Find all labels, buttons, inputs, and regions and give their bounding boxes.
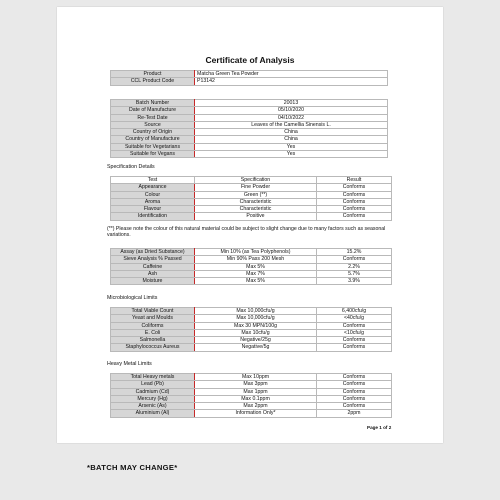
micro-heading: Microbiological Limits: [107, 295, 158, 301]
batch-table: [110, 99, 388, 158]
vegan-label: Suitable for Vegans: [111, 151, 195, 158]
table-row: [111, 114, 388, 121]
table-row: [111, 71, 388, 78]
test-result: Conforms: [317, 206, 392, 213]
col-test: Test: [111, 177, 195, 184]
table-row: [111, 344, 392, 351]
assay-spec: Max 5%: [195, 263, 317, 270]
test-result: Conforms: [317, 198, 392, 205]
micro-spec: Max 10,000cfu/g: [195, 315, 317, 322]
certificate-page: [57, 7, 443, 443]
batch-change-note: *BATCH MAY CHANGE*: [87, 463, 178, 472]
micro-name: Salmonella: [111, 337, 195, 344]
metal-spec: Max 1ppm: [195, 388, 317, 395]
test-name: Aroma: [111, 198, 195, 205]
assay-spec: Max 7%: [195, 270, 317, 277]
micro-spec: Negative/5g: [195, 344, 317, 351]
product-value: Matcha Green Tea Powder: [195, 71, 388, 78]
col-result: Result: [317, 177, 392, 184]
country-manufacture-label: Country of Manufacture: [111, 136, 195, 143]
source-label: Source: [111, 121, 195, 128]
metals-heading: Heavy Metal Limits: [107, 361, 152, 367]
metal-name: Lead (Pb): [111, 381, 195, 388]
metal-name: Cadmium (Cd): [111, 388, 195, 395]
assay-name: Caffeine: [111, 263, 195, 270]
metal-name: Mercury (Hg): [111, 395, 195, 402]
metal-spec: Max 2ppm: [195, 403, 317, 410]
micro-name: Yeast and Moulds: [111, 315, 195, 322]
table-row: [111, 184, 392, 191]
micro-result: Conforms: [317, 344, 392, 351]
micro-result: Conforms: [317, 337, 392, 344]
table-row: [111, 315, 392, 322]
assay-result: 3.9%: [317, 278, 392, 285]
product-table: [110, 70, 388, 86]
table-row: [111, 206, 392, 213]
micro-spec: Max 10,000cfu/g: [195, 308, 317, 315]
test-name: Appearance: [111, 184, 195, 191]
metal-result: Conforms: [317, 388, 392, 395]
micro-name: E. Coli: [111, 329, 195, 336]
assay-name: Ash: [111, 270, 195, 277]
micro-result: <40cfu/g: [317, 315, 392, 322]
metal-result: Conforms: [317, 403, 392, 410]
country-manufacture-value: China: [195, 136, 388, 143]
table-row: [111, 121, 388, 128]
test-spec: Green (**): [195, 191, 317, 198]
table-row: [111, 263, 392, 270]
table-row: [111, 395, 392, 402]
retest-date-value: 04/10/2022: [195, 114, 388, 121]
assay-spec: Min 10% (as Tea Polyphenols): [195, 249, 317, 256]
table-row: [111, 198, 392, 205]
metal-spec: Max 0.1ppm: [195, 395, 317, 402]
batch-number-label: Batch Number: [111, 100, 195, 107]
test-result: Conforms: [317, 184, 392, 191]
table-row: [111, 329, 392, 336]
table-row: [111, 78, 388, 85]
metal-result: Conforms: [317, 381, 392, 388]
country-origin-value: China: [195, 129, 388, 136]
test-spec: Characteristic: [195, 198, 317, 205]
metal-result: 2ppm: [317, 410, 392, 417]
micro-name: Total Viable Count: [111, 308, 195, 315]
table-row: [111, 256, 392, 263]
table-row: [111, 270, 392, 277]
vegetarian-label: Suitable for Vegetarians: [111, 143, 195, 150]
colour-note: (**) Please note the colour of this natural material could be subject to slight change due to many factors such as seasonal variations.: [107, 226, 386, 239]
table-row: [111, 337, 392, 344]
assay-spec: Max 5%: [195, 278, 317, 285]
test-spec: Fine Powder: [195, 184, 317, 191]
assay-result: 5.7%: [317, 270, 392, 277]
metal-result: Conforms: [317, 395, 392, 402]
vegetarian-value: Yes: [195, 143, 388, 150]
table-row: [111, 213, 392, 220]
country-origin-label: Country of Origin: [111, 129, 195, 136]
assay-result: Conforms: [317, 256, 392, 263]
assay-result: 15.2%: [317, 249, 392, 256]
page-number: Page 1 of 2: [367, 425, 392, 430]
table-row: [111, 191, 392, 198]
metal-spec: Max 10ppm: [195, 374, 317, 381]
table-row: [111, 100, 388, 107]
table-row: [111, 249, 392, 256]
test-name: Flavour: [111, 206, 195, 213]
table-header-row: [111, 177, 392, 184]
micro-spec: Max 30 MPN/100g: [195, 322, 317, 329]
assay-result: 2.2%: [317, 263, 392, 270]
test-spec: Positive: [195, 213, 317, 220]
product-code-value: P13142: [195, 78, 388, 85]
metal-name: Arsenic (As): [111, 403, 195, 410]
micro-spec: Max 10cfu/g: [195, 329, 317, 336]
manufacture-date-value: 05/10/2020: [195, 107, 388, 114]
table-row: [111, 129, 388, 136]
micro-result: <10cfu/g: [317, 329, 392, 336]
assay-spec: Min 90% Pass 200 Mesh: [195, 256, 317, 263]
table-row: [111, 374, 392, 381]
table-row: [111, 143, 388, 150]
table-row: [111, 136, 388, 143]
source-value: Leaves of the Camellia Sinensis L.: [195, 121, 388, 128]
metal-name: Aluminium (Al): [111, 410, 195, 417]
manufacture-date-label: Date of Manufacture: [111, 107, 195, 114]
product-code-label: CCL Product Code: [111, 78, 195, 85]
spec-table: [110, 176, 392, 221]
table-row: [111, 388, 392, 395]
assay-table: [110, 248, 392, 285]
table-row: [111, 308, 392, 315]
test-name: Colour: [111, 191, 195, 198]
assay-name: Sieve Analysis % Passed: [111, 256, 195, 263]
assay-name: Assay (as Dried Substance): [111, 249, 195, 256]
table-row: [111, 151, 388, 158]
batch-number-value: 20013: [195, 100, 388, 107]
test-spec: Characteristic: [195, 206, 317, 213]
table-row: [111, 403, 392, 410]
table-row: [111, 381, 392, 388]
metal-spec: Information Only*: [195, 410, 317, 417]
metals-table: [110, 373, 392, 418]
table-row: [111, 107, 388, 114]
product-label: Product: [111, 71, 195, 78]
micro-name: Coliforms: [111, 322, 195, 329]
test-result: Conforms: [317, 191, 392, 198]
table-row: [111, 410, 392, 417]
spec-heading: Specification Details: [107, 164, 155, 170]
metal-spec: Max 3ppm: [195, 381, 317, 388]
micro-result: 6,400cfu/g: [317, 308, 392, 315]
col-specification: Specification: [195, 177, 317, 184]
retest-date-label: Re-Test Date: [111, 114, 195, 121]
test-result: Conforms: [317, 213, 392, 220]
document-title: Certificate of Analysis: [205, 55, 295, 65]
table-row: [111, 322, 392, 329]
table-row: [111, 278, 392, 285]
micro-result: Conforms: [317, 322, 392, 329]
test-name: Identification: [111, 213, 195, 220]
vegan-value: Yes: [195, 151, 388, 158]
micro-name: Staphylococcus Aureus: [111, 344, 195, 351]
micro-table: [110, 307, 392, 352]
metal-result: Conforms: [317, 374, 392, 381]
assay-name: Moisture: [111, 278, 195, 285]
micro-spec: Negative/25g: [195, 337, 317, 344]
metal-name: Total Heavy metals: [111, 374, 195, 381]
